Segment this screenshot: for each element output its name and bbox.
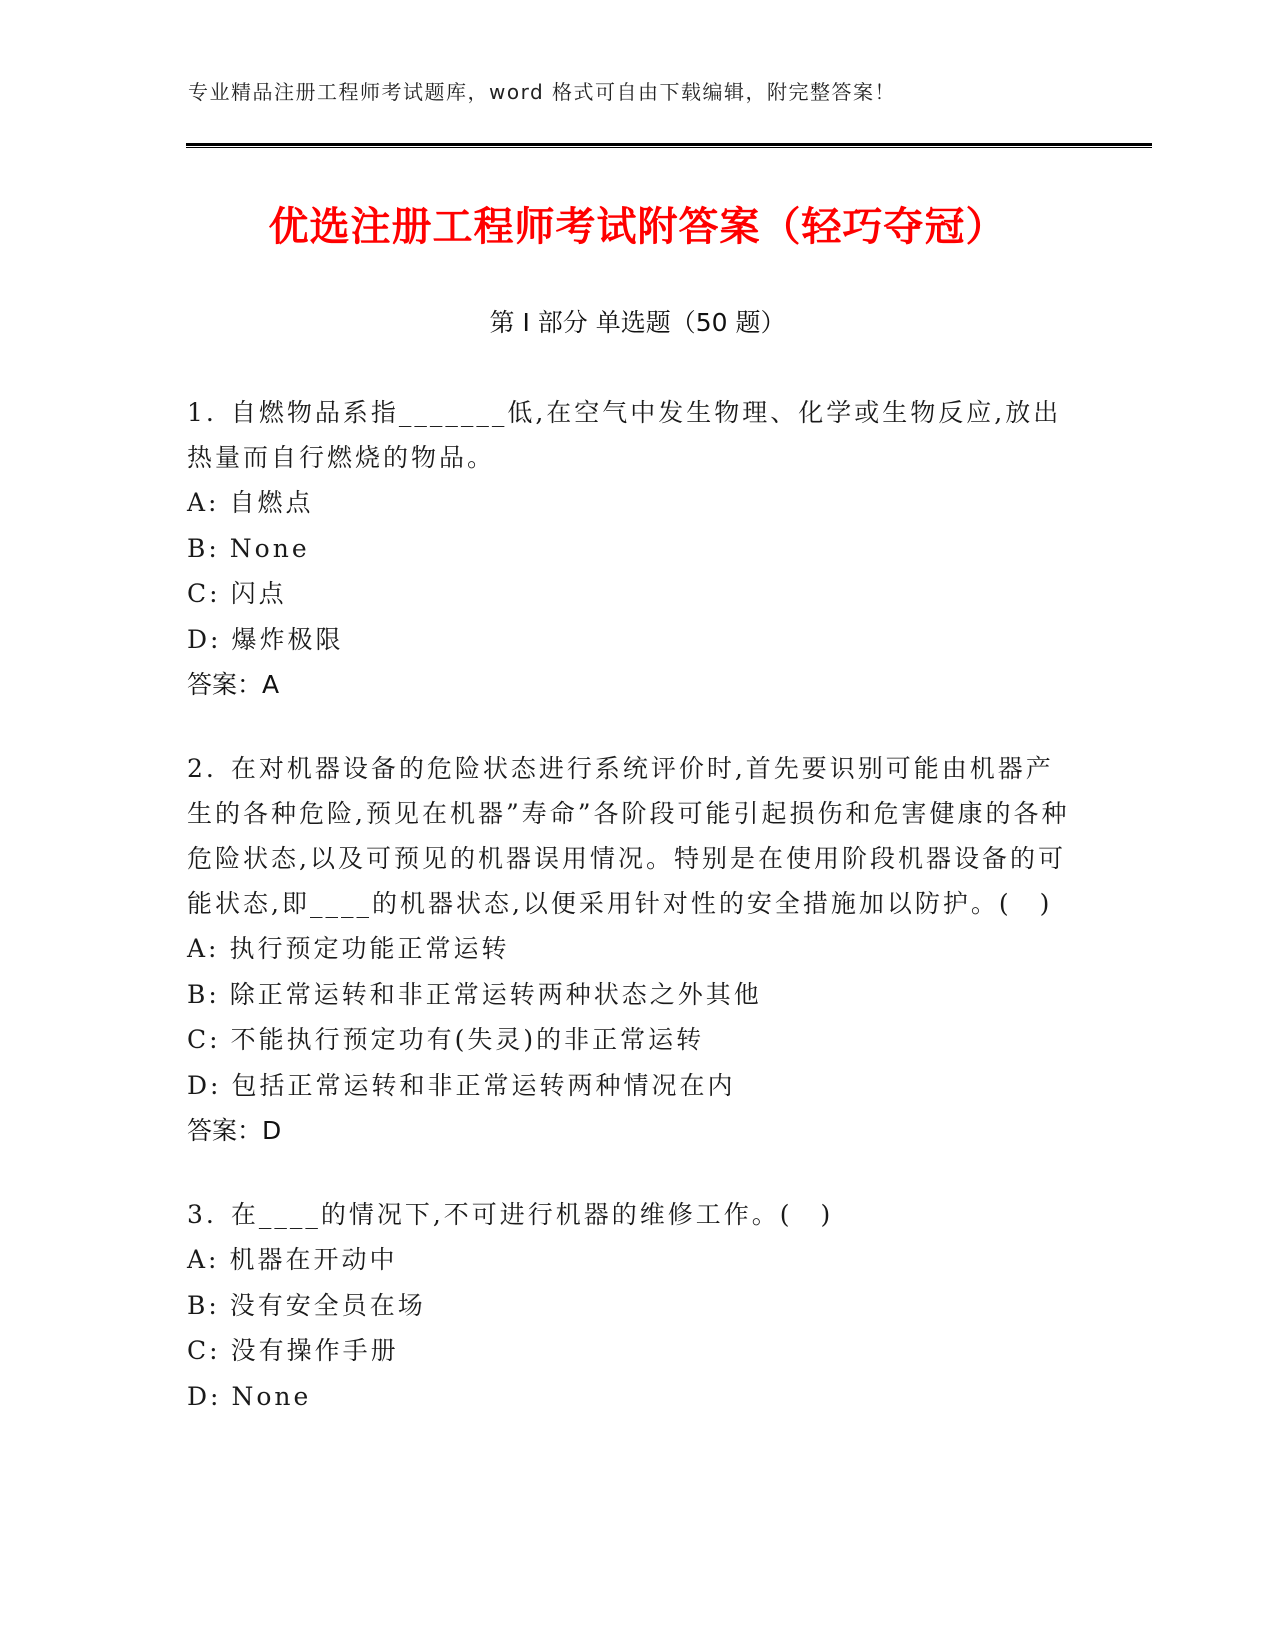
option-text: 不能执行预定功有(失灵)的非正常运转 bbox=[230, 1025, 705, 1054]
option-text: 执行预定功能正常运转 bbox=[229, 934, 510, 963]
section-title: 第 I 部分 单选题（50 题） bbox=[489, 308, 786, 337]
answer-label: 答案： bbox=[187, 670, 263, 699]
question-stem bbox=[187, 390, 1077, 480]
option-key: A: bbox=[187, 1245, 220, 1274]
option-text: 包括正常运转和非正常运转两种情况在内 bbox=[231, 1070, 736, 1100]
option-c bbox=[187, 571, 1077, 617]
question-1 bbox=[187, 390, 1077, 708]
option-text: 闪点 bbox=[230, 579, 287, 608]
option-key: A: bbox=[187, 488, 220, 517]
option-b bbox=[187, 526, 1077, 572]
answer-line bbox=[187, 662, 1077, 708]
option-key: D: bbox=[187, 624, 222, 654]
option-key: A: bbox=[187, 934, 220, 963]
option-key: B: bbox=[187, 1290, 220, 1320]
option-text: None bbox=[231, 1381, 312, 1411]
question-2 bbox=[187, 746, 1077, 1154]
question-number: 3. bbox=[187, 1200, 217, 1229]
option-text: 机器在开动中 bbox=[229, 1245, 398, 1274]
option-a bbox=[187, 1237, 1077, 1283]
answer-value: D bbox=[262, 1116, 282, 1145]
option-key: C: bbox=[187, 1025, 221, 1054]
answer-line bbox=[187, 1108, 1077, 1154]
document-title: 优选注册工程师考试附答案（轻巧夺冠） bbox=[268, 204, 1007, 250]
option-b bbox=[187, 1283, 1077, 1329]
option-text: 除正常运转和非正常运转两种状态之外其他 bbox=[229, 979, 762, 1009]
option-c bbox=[187, 1017, 1077, 1063]
option-a bbox=[187, 480, 1077, 526]
option-text: 自燃点 bbox=[229, 488, 314, 517]
option-key: B: bbox=[187, 533, 220, 563]
answer-label: 答案： bbox=[187, 1116, 263, 1145]
option-text: None bbox=[229, 533, 310, 563]
question-text: 在对机器设备的危险状态进行系统评价时,首先要识别可能由机器产生的各种危险,预见在机器”寿命”各阶段可能引起损伤和危害健康的各种危险状态,以及可预见的机器误用情况。特别是在使用阶段机器设备的可能状态,即____的机器状态,以便采用针对性的安全措施加以防护。( ) bbox=[187, 754, 1070, 918]
header-note: 专业精品注册工程师考试题库，word 格式可自由下载编辑，附完整答案！ bbox=[188, 80, 897, 104]
header-divider bbox=[186, 143, 1152, 148]
option-key: C: bbox=[187, 579, 221, 608]
option-d bbox=[187, 617, 1077, 663]
answer-value: A bbox=[262, 670, 280, 699]
option-text: 没有安全员在场 bbox=[229, 1290, 426, 1320]
option-d bbox=[187, 1063, 1077, 1109]
option-key: C: bbox=[187, 1336, 221, 1365]
question-stem bbox=[187, 1192, 1077, 1237]
option-key: B: bbox=[187, 979, 220, 1009]
question-text: 自燃物品系指_______低,在空气中发生物理、化学或生物反应,放出热量而自行燃烧的物品。 bbox=[187, 398, 1062, 472]
question-text: 在____的情况下,不可进行机器的维修工作。( ) bbox=[230, 1200, 834, 1229]
option-d bbox=[187, 1374, 1077, 1420]
option-key: D: bbox=[187, 1381, 222, 1411]
option-b bbox=[187, 972, 1077, 1018]
option-text: 没有操作手册 bbox=[230, 1336, 399, 1365]
question-list bbox=[187, 390, 1077, 1457]
question-number: 2. bbox=[187, 754, 217, 783]
option-text: 爆炸极限 bbox=[231, 624, 344, 654]
option-c bbox=[187, 1328, 1077, 1374]
option-key: D: bbox=[187, 1070, 222, 1100]
question-number: 1. bbox=[187, 398, 217, 427]
question-stem bbox=[187, 746, 1077, 926]
option-a bbox=[187, 926, 1077, 972]
question-3 bbox=[187, 1192, 1077, 1419]
